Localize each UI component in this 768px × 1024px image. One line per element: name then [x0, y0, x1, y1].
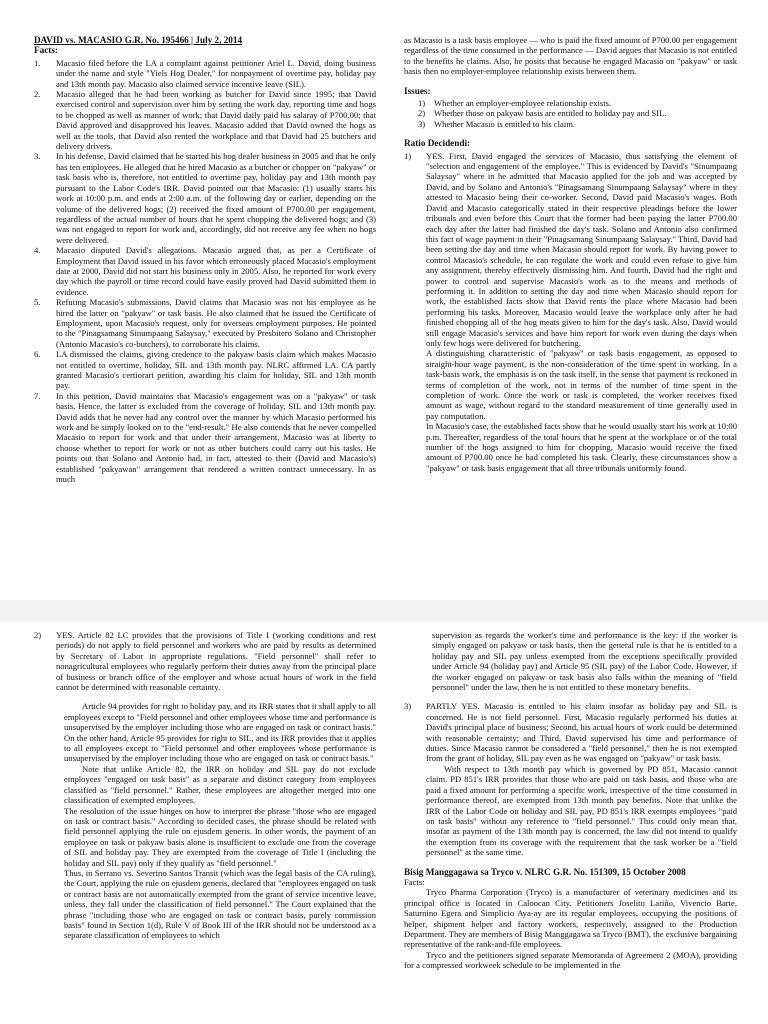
list-number: 1. [34, 57, 41, 68]
list-number: 6. [34, 349, 41, 360]
facts-list-item [34, 245, 376, 297]
ratio-item-2 [34, 630, 376, 692]
list-text: Whether an employer-employee relationship exists. [434, 98, 612, 109]
ratio-paragraph: YES. First, David engaged the services of Macasio, thus satisfying the element of "selection and engagement of the employee." This is evidenced by David's "Sinumpaang Salaysay" where in he admitted that Macasio applied for the job and was accepted by David, and by Solano and Antonio's "Pinagsamang Sinumpaang Salaysay" where in they attested to Macasio being their co-worker. Second, David paid Macasio's wages. Both David and Macasio categorically stated in their respective pleadings before the lower tribunals and even before this Court that the former had been paying the latter P700.00 each day after the latter had finished the day's task. Solano and Antonio also confirmed this fact of wage payment in their "Pinagsamang Sinumpaang Salaysay." Third, David had been setting the day and time when Macasio should report for work. By having power to control Macasio's schedule, he can regulate the work and could even refuse to give him any assignment, thereby effectively dismissing him. And fourth, David had the right and power to control and supervise Macasio's work as to the means and methods of performing it. In addition to setting the day and time when Macasio should report for work, the established facts show that David rents the place where Macasio had been performing his tasks. Moreover, Macasio would leave the workplace only after he had finished chopping all of the hog meats given to him for the day's task. Also, David would still engage Macasio's services and have him report for work even during the days when only few hogs were delivered for butchering. [426, 150, 737, 348]
body-paragraph: Thus, in Serrano vs. Severino Santos Transit (which was the legal basis of the CA ruling), the Court, applying the rule on ejusdem generis, declared that "employees engaged on task or contract basis are not automatically exempted from the grant of service incentive leave, unless, they fall under the classification of field personnel." The Court explained that the phrase "including those who are engaged on task or contract basis, purely commission basis" found in Section 1(d), Rule V of Book III of the IRR should not be understood as a separate classification of employees to which [64, 867, 376, 941]
issues-list-item [404, 119, 737, 129]
ratio-paragraph: PARTLY YES. Macasio is entitled to his claim insofar as holiday pay and SIL is concerned. He is not field personnel. First, Macasio regularly performed his duties at David's principal place of business; Second, his actual hours of work could be determined with reasonable certainty; and Third, David supervised his time and performance of duties. Since Macasio cannot be considered a "field personnel," then he is not exempted from the grant of holiday, SIL pay even as he was engaged on "pakyaw" or task basis. [426, 701, 737, 764]
issues-list-item [404, 108, 737, 118]
list-number: 3. [34, 151, 41, 162]
page-bottom-half [0, 622, 768, 1024]
ratio-item-1 [404, 151, 737, 474]
list-text: In this petition, David maintains that Macasio's engagement was on a "pakyaw" or task basis. Hence, the latter is excluded from the coverage of holiday, SIL and 13th month pay. David adds that he never had any control over the manner by which Macasio performed his work and he simply looked on to the "end-result." He also contends that he never compelled Macasio to report for work and that under their arrangement, Macasio was at liberty to choose whether to report for work or not as other butchers could carry out his tasks. He points out that Solano and Antonio had, in fact, attested to their (David and Macasio's) established "pakyawan" arrangement that rendered a written contract unnecessary. In as much [56, 390, 376, 485]
list-text: Macasio alleged that he had been working as butcher for David since 1995; that David exercised control and supervision over him by setting the work day, reporting time and hogs to be chopped as well as manner of work; that David daily paid his salaray of P700.00; that David approved and disapproved his leaves. Macasio added that David owned the hogs as well as the tools, that David also rented the workplace and that David had 25 butchers and delivery drivers. [56, 89, 376, 152]
ratio-heading: Ratio Decidendi: [404, 138, 471, 149]
body-paragraph: Note that unlike Article 82, the IRR on holiday and SIL pay do not exclude employees "engaged on task basis" as a separate and distinct category from employees classified as "field personnel." Rather, these employees are altogether merged into one classification of exempted employees. [64, 763, 376, 806]
ratio-item-3 [404, 701, 737, 857]
case-title: DAVID vs. MACASIO G.R. No. 195466 | July 2, 2014 [34, 35, 243, 45]
ratio-number: 3) [404, 701, 412, 712]
list-number: 4. [34, 245, 41, 256]
facts-list-item [34, 58, 376, 89]
list-text: Macasio filed before the LA a complaint against petitioner Ariel L. David, doing business under the name and style "Yiels Hog Dealer," for nonpayment of overtime pay, holiday pay and 13th month pay. Macasio also claimed service incentive leave (SIL). [56, 57, 376, 89]
body-paragraph: Article 94 provides for right to holiday pay, and its IRR states that it shall apply to all employees except to "Field personnel and other employees whose time and performance is unsupervised by the employer including those who are engaged on task or contract basis." On the other hand, Article 95 provides for right to SIL, and its IRR provides that it applies to all employees except to "Field personnel and other employees whose performance is unsupervised by the employer including those who are engaged on task or contract basis." [64, 701, 376, 764]
ratio-number: 2) [34, 630, 42, 640]
bottom-right-column [404, 630, 737, 971]
second-case-title: Bisig Manggagawa sa Tryco v. NLRC G.R. No. 151309, 15 October 2008 [404, 866, 686, 877]
body-paragraph: The resolution of the issue hinges on how to interpret the phrase "those who are engaged on task or contract basis." According to decided cases, the phrase should be related with field personnel applying the rule on ejusdem generis. In other words, the payment of an employee on task or pakyaw basis alone is insufficient to exclude one from the coverage of SIL and holiday pay. They are exempted from the coverage of Title I (including the holiday and SIL pay) only if they qualify as "field personnel." [64, 805, 376, 868]
second-case-facts-heading: Facts: [404, 876, 425, 887]
list-text: Refuting Macasio's submissions, David claims that Macasio was not his employee as he hired the latter on "pakyaw" or task basis. He also claimed that he issued the Certificate of Employment, upon Macasio's request, only for overseas employment purposes. He pointed to the "Pinagsamang Sinumpaang Salaysay," executed by Presbitero Solano and Christopher (Antonio Macasio's co-butchers), to corroborate his claims. [56, 297, 376, 349]
list-number: 7. [34, 390, 41, 401]
ratio-2-continuation [404, 630, 737, 692]
list-text: LA dismissed the claims, giving credence to the pakyaw basis claim which makes Macasio not entitled to overtime, holiday, SIL and 13th month pay. NLRC affirmed LA. CA partly granted Macasio's certiorari petition, awarding his claim for holiday, SIL and 13th month pay. [56, 349, 376, 391]
facts-heading: Facts: [34, 45, 58, 56]
list-text: Whether those on pakyaw basis are entitled to holiday pay and SIL. [434, 108, 667, 119]
list-text: Whether Macasio is entitled to his claim. [434, 118, 576, 129]
body-paragraph: Tryco and the petitioners signed separate Memoranda of Agreement 2 (MOA), providing for a compressed workweek schedule to be implemented in the [404, 949, 737, 971]
facts-list [34, 58, 376, 485]
ratio-2-body [34, 701, 376, 940]
ratio-paragraph: YES. Article 82 LC provides that the provisions of Title I (working conditions and rest periods) do not apply to field personnel and workers who are paid by results as determined by Secretary of Labor in appropriate regulations. "Field personnel" shall refer to nonagricultural employees who regularly perform their duties away from the principal place of business or branch office of the employer and whose actual hours of work in the field cannot be determined with reasonable certainty. [56, 630, 376, 693]
top-right-column [404, 35, 737, 473]
list-number: 1) [418, 98, 426, 109]
list-number: 2. [34, 89, 41, 100]
facts-list-item [34, 391, 376, 485]
list-number: 3) [418, 118, 426, 129]
list-number: 2) [418, 108, 426, 119]
issues-heading: Issues: [404, 85, 431, 96]
body-paragraph: supervision as regards the worker's time and performance is the key: if the worker is simply engaged on pakyaw or task basis, then the general rule is that he is entitled to a holiday pay and SIL pay unless exempted from the exceptions specifically provided under Article 94 (holiday pay) and Article 95 (SIL pay) of the Labor Code. However, if the worker engaged on pakyaw or task basis also falls within the meaning of "field personnel" under the law, then he is not entitled to these monetary benefits. [432, 630, 737, 693]
facts-list-item [34, 297, 376, 349]
facts-list-item [34, 151, 376, 245]
page-separator [0, 600, 768, 622]
ratio-paragraph: In Macasio's case, the established facts show that he would usually start his work at 10:00 p.m. Thereafter, regardless of the total hours that he spent at the workplace or of the total number of the hogs assigned to him for chopping, Macasio would receive the fixed amount of P700.00 once he had completed his task. Clearly, these circumstances show a "pakyaw" or task basis engagement that all three tribunals uniformly found. [426, 421, 737, 473]
facts-list-item [34, 89, 376, 151]
ratio-paragraph: With respect to 13th month pay which is governed by PD 851, Macasio cannot claim. PD 851's IRR provides that those who are paid on task basis, and those who are paid a fixed amount for performing a specific work, irrespective of the time consumed in performance thereof, are exempted from 13th month pay benefits. Note that unlike the IRR of the Labor Code on holiday and SIL pay, PD 851's IRR exempts employees "paid on task basis" without any reference to "field personnel." This could only mean that, insofar as payment of the 13th month pay is concerned, the law did not intend to qualify the exemption from its coverage with the requirement that the task worker be a "field personnel" at the same time. [426, 763, 737, 858]
facts-continuation: as Macasio is a task basis employee — who is paid the fixed amount of P700.00 per engagement regardless of the time consumed in the performance — David argues that Macasio is not entitled to the benefits he claims. Also, he posits that because he engaged Macasio on "pakyaw" or task basis then no employer-employee relationship exists between them. [404, 35, 737, 77]
list-text: Macasio disputed David's allegations. Macasio argued that, as per a Certificate of Employment that David issued in his favor which erroneously placed Macasio's employment date at 2000, David did not start his business only in 2005. Also, he reported for work every day which the payroll or time record could have easily proved had David submitted them in evidence. [56, 245, 376, 297]
ratio-paragraph: A distinguishing characteristic of "pakyaw" or task basis engagement, as opposed to straight-hour wage payment, is the non-consideration of the time spent in working. In a task-basis work, the emphasis is on the task itself, in the sense that payment is reckoned in terms of completion of the work, not in terms of the number of time spent in the completion of work. Once the work or task is completed, the worker receives fixed amount as wage, without regard to the standard measurement of time generally used in pay computation. [426, 348, 737, 421]
bottom-left-column [34, 630, 376, 941]
issues-list-item [404, 98, 737, 108]
body-paragraph: Tryco Pharma Corporation (Tryco) is a manufacturer of veterinary medicines and its principal office is located in Caloocan City. Petitioners Joselito Lariño, Vivencio Barte, Saturnino Egera and Simplicio Aya-ay are its regular employees, occupying the positions of helper, shipment helper and factory workers, respectively, assigned to the Production Department. They are members of Bisig Manggagawa sa Tryco (BMT), the exclusive bargaining representative of the rank-and-file employees. [404, 887, 737, 950]
issues-list [404, 98, 737, 129]
facts-list-item [34, 349, 376, 391]
ratio-number: 1) [404, 150, 412, 161]
top-left-column [34, 35, 376, 484]
list-number: 5. [34, 297, 41, 308]
list-text: In his defense, David claimed that he started his hog dealer business in 2005 and that he only has ten employees. He alleged that he hired Macasio as a butcher or chopper on "pakyaw" or task basis who is, therefore, not entitled to overtime pay, holiday pay and 13th month pay pursuant to the Labor Code's IRR. David pointed out that Macasio: (1) usually starts his work at 10:00 p.m. and ends at 2:00 a.m. of the following day or earlier, depending on the volume of the delivered hogs; (2) received the fixed amount of P700.00 per engagement, regardless of the actual number of hours that he spent chopping the delivered hogs; and (3) was not engaged to report for work and, accordingly, did not receive any fee when no hogs were delivered. [56, 151, 376, 245]
